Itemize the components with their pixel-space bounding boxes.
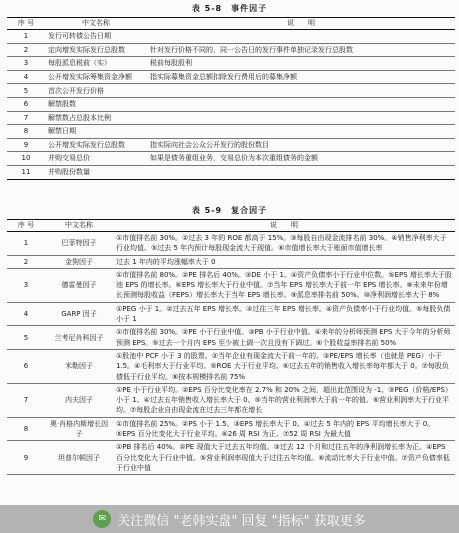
row-name: 并购股份数量: [45, 165, 147, 179]
watermark-banner: [0, 505, 459, 533]
row-name: 解禁日期: [45, 125, 147, 139]
row-seq: 1: [7, 232, 45, 256]
row-name: 发行可转债公告日期: [45, 30, 147, 44]
row-desc: [147, 84, 455, 98]
row-seq: 2: [7, 255, 45, 268]
row-desc: ①PE 小于行业平均。②EPS 百分比变化率在 2.7% 和 20% 之间，超出此范围设为 -1。③PEG（价格/EPS）小于 1。④过去五年销售收入增长率大于 0。⑤当年的营业利润率大于前一年的值。⑥营业利润率大于行业平均。⑦每股企业自由现金流在过去三年都在增长: [113, 383, 455, 417]
table-row: [7, 138, 455, 152]
row-seq: 10: [7, 152, 45, 166]
row-name: 解禁股数: [45, 97, 147, 111]
row-desc: [147, 97, 455, 111]
table-row: [7, 232, 455, 256]
row-seq: 11: [7, 165, 45, 179]
row-desc: 税前每股股利: [147, 57, 455, 71]
row-name: 德雷曼因子: [45, 268, 113, 302]
row-name: 兰考尼肖科因子: [45, 326, 113, 350]
header-seq: 序 号: [7, 220, 45, 232]
row-name: 每股派息税前（实）: [45, 57, 147, 71]
row-seq: 1: [7, 30, 45, 44]
table-header-row: [7, 220, 455, 232]
row-seq: 2: [7, 43, 45, 57]
row-name: 金狗因子: [45, 255, 113, 268]
row-seq: 4: [7, 70, 45, 84]
row-seq: 7: [7, 383, 45, 417]
row-desc: [147, 125, 455, 139]
row-desc: [147, 30, 455, 44]
row-name: GARP 因子: [45, 302, 113, 326]
table-row: [7, 125, 455, 139]
row-desc: ①市值排名前 30%。②过去 3 年的 ROE 都高于 15%。③每股自由现金流排名前 30%。④销售净利率大于行业均值。⑤过去 5 年内预计每股现金流大于现值。⑥市值增长率大于账面市值增长率: [113, 232, 455, 256]
header-name: 中文名称: [45, 220, 113, 232]
row-desc: 如果是债务重组业务，交易总价为本次重组债务的金额: [147, 152, 455, 166]
composite-factor-table: [7, 219, 455, 475]
row-desc: ①股池中 PCF 小于 3 的股票。②当年企业有现金流大于前一年的。③PE/EPS 增长率（也就是 PEG）小于 1.5。④毛利率大于行业平均。⑤ROE 大于行业平均。⑥过去五年的销售收入增长率每年都大于 0。⑦每股负债低于行业平均。⑧按本规模排名前 75%: [113, 349, 455, 383]
table-row: [7, 302, 455, 326]
table-row: [7, 152, 455, 166]
table-row: [7, 441, 455, 475]
row-name: 解禁数占总股本比例: [45, 111, 147, 125]
row-seq: 3: [7, 268, 45, 302]
table2-caption: 表 5-9 复合因子: [191, 206, 268, 215]
row-seq: 8: [7, 125, 45, 139]
row-seq: 6: [7, 97, 45, 111]
header-desc: 说 明: [147, 18, 455, 30]
watermark-text: 关注微信 "老韩实盘" 回复 "指标" 获取更多: [117, 513, 366, 529]
row-name: 并购交易总价: [45, 152, 147, 166]
table-row: [7, 255, 455, 268]
row-seq: 6: [7, 349, 45, 383]
row-name: 公开增发实际筹集资金净额: [45, 70, 147, 84]
table-row: [7, 57, 455, 71]
row-desc: ①市值排名前 80%。②PE 排名后 40%。③DE 小于 1。④资产负债率小于行业中位数。⑤EPS 增长率大于股池 EPS 的增长率。⑥EPS 增长率大于行业中值。⑦当年 EPS 增长率大于前一年 EPS 增长率。⑧未来年份增长预测每股收益（FEPS）增长率大于当年 EPS 增长率。⑨派息率排名前 50%。⑩净利润增长率大于 8%: [113, 268, 455, 302]
header-name: 中文名称: [45, 18, 147, 30]
row-name: 首次公开发行价格: [45, 84, 147, 98]
table-row: [7, 84, 455, 98]
row-seq: 8: [7, 417, 45, 441]
row-desc: 针对发行价格不同的，同一公告日的发行事件单独记录发行总股数: [147, 43, 455, 57]
wechat-icon: ✉: [93, 510, 111, 528]
row-name: 内夫因子: [45, 383, 113, 417]
row-seq: 5: [7, 326, 45, 350]
table-row: [7, 97, 455, 111]
row-desc: [147, 111, 455, 125]
table-row: [7, 70, 455, 84]
row-desc: ①PEG 小于 1。②过去五年 EPS 增长率。③过往三年 EPS 增长率。④资产负债率小于行业均值。⑤每股负债小于 1: [113, 302, 455, 326]
row-desc: 指实际向社会公众公开发行的股份数目: [147, 138, 455, 152]
row-seq: 9: [7, 138, 45, 152]
row-seq: 3: [7, 57, 45, 71]
row-desc: ①市值排名前 30%。②PE 小于行业中值。③PB 小于行业中值。④来年的分析师预测 EPS 大于今年的分析师预测 EPS。⑤过去一个月内 EPS 至少被上调一次且没有下调过。⑥个股收益率排名前 50%: [113, 326, 455, 350]
table-row: [7, 111, 455, 125]
row-name: 坦普尔顿因子: [45, 441, 113, 475]
row-seq: 4: [7, 302, 45, 326]
table-row: [7, 268, 455, 302]
table-row: [7, 30, 455, 44]
table-row: [7, 417, 455, 441]
row-name: 公开增发实际发行总股数: [45, 138, 147, 152]
row-name: 奥·肖格内斯增长因子: [45, 417, 113, 441]
table-row: [7, 349, 455, 383]
row-desc: [147, 165, 455, 179]
row-desc: 过去 1 年内的平均涨幅率大于 0: [113, 255, 455, 268]
row-name: 米勒因子: [45, 349, 113, 383]
row-seq: 7: [7, 111, 45, 125]
header-desc: 说 明: [113, 220, 455, 232]
header-seq: 序 号: [7, 18, 45, 30]
row-seq: 9: [7, 441, 45, 475]
table-row: [7, 165, 455, 179]
row-desc: ①PB 排名后 40%。②PE 现值大于过去五年均值。③过去 12 个月和过往五年的净利润增长率为正。④EPS 百分比变化大于行业中值。⑤营业利润率现值大于过往五年均值。⑥流动比率大于行业中值。⑦资产负债率低于行业中值: [113, 441, 455, 475]
table-header-row: [7, 18, 455, 30]
row-name: 定向增发实际发行总股数: [45, 43, 147, 57]
row-desc: ①市值排名前 25%。②PS 小于 1.5。③EPS 增长率大于 0。④过去 5 年内的 EPS 平均增长率大于 0。⑤EPS 百分比变化大于行业平均。⑥26 周 RSI 为正。⑦52 周 RSI 为最大值: [113, 417, 455, 441]
row-desc: 指实际募集资金总额扣除发行费用后的募集净额: [147, 70, 455, 84]
event-factor-table: [7, 17, 455, 180]
table-row: [7, 383, 455, 417]
table-row: [7, 326, 455, 350]
table1-caption: 表 5-8 事件因子: [191, 4, 268, 13]
table-row: [7, 43, 455, 57]
row-name: 巴菲特因子: [45, 232, 113, 256]
row-seq: 5: [7, 84, 45, 98]
